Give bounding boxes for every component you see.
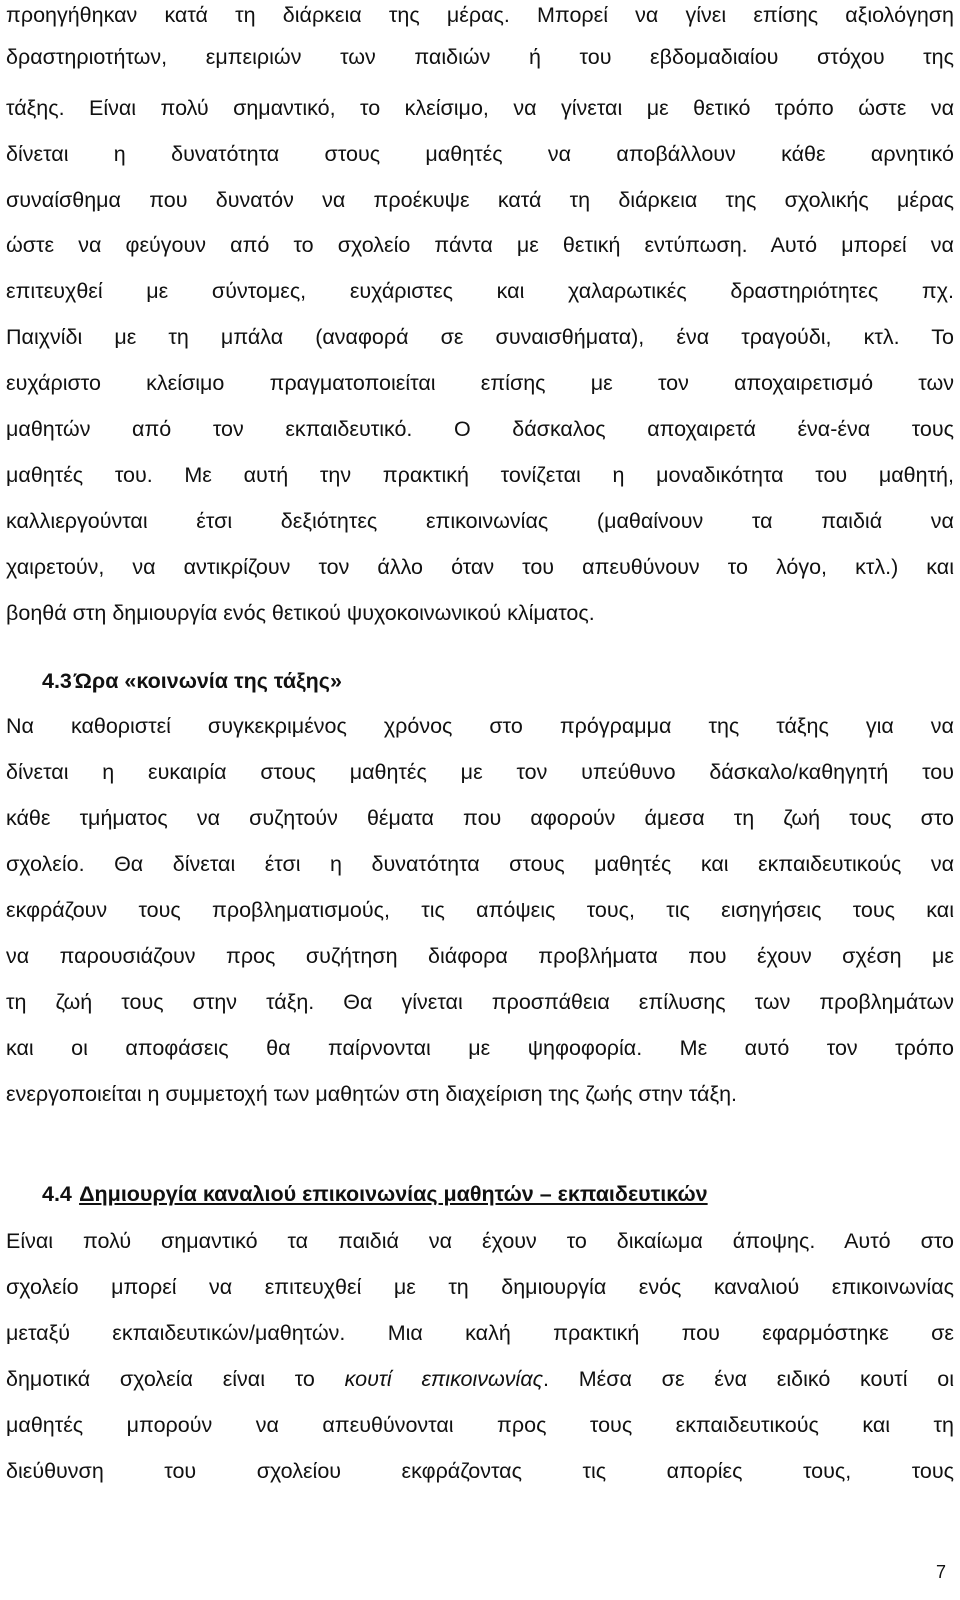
section-title: Ώρα «κοινωνία της τάξης» — [73, 669, 342, 693]
text-line — [6, 1366, 954, 1392]
page-number: 7 — [935, 1562, 946, 1582]
text-span: δημοτικά σχολεία είναι το — [6, 1367, 345, 1391]
text-line: μαθητές μπορούν να απευθύνονται προς τους εκπαιδευτικούς και τη — [6, 1413, 954, 1437]
text-line: προηγήθηκαν κατά τη διάρκεια της μέρας. Μπορεί να γίνει επίσης αξιολόγηση — [6, 3, 954, 27]
text-line: σχολείο μπορεί να επιτευχθεί με τη δημιουργία ενός καναλιού επικοινωνίας — [6, 1275, 954, 1299]
text-line: δίνεται η ευκαιρία στους μαθητές με τον υπεύθυνο δάσκαλο/καθηγητή του — [6, 760, 954, 784]
text-line: εκφράζουν τους προβληματισμούς, τις απόψεις τους, τις εισηγήσεις τους και — [6, 898, 954, 922]
text-line: χαιρετούν, να αντικρίζουν τον άλλο όταν του απευθύνουν το λόγο, κτλ.) και — [6, 555, 954, 579]
text-line: επιτευχθεί με σύντομες, ευχάριστες και χαλαρωτικές δραστηριότητες πχ. — [6, 279, 954, 303]
text-line: καλλιεργούνται έτσι δεξιότητες επικοινωνίας (μαθαίνουν τα παιδιά να — [6, 509, 954, 533]
text-line: μαθητών από τον εκπαιδευτικό. Ο δάσκαλος αποχαιρετά ένα-ένα τους — [6, 417, 954, 441]
text-line: να παρουσιάζουν προς συζήτηση διάφορα προβλήματα που έχουν σχέση με — [6, 944, 954, 968]
text-line: κάθε τμήματος να συζητούν θέματα που αφορούν άμεσα τη ζωή τους στο — [6, 806, 954, 830]
text-line: Παιχνίδι με τη μπάλα (αναφορά σε συναισθήματα), ένα τραγούδι, κτλ. Το — [6, 325, 954, 349]
text-line: βοηθά στη δημιουργία ενός θετικού ψυχοκοινωνικού κλίματος. — [6, 601, 595, 625]
text-line: συναίσθημα που δυνατόν να προέκυψε κατά τη διάρκεια της σχολικής μέρας — [6, 188, 954, 212]
text-line: ώστε να φεύγουν από το σχολείο πάντα με θετική εντύπωση. Αυτό μπορεί να — [6, 233, 954, 257]
text-line: ευχάριστο κλείσιμο πραγματοποιείται επίσης με τον αποχαιρετισμό των — [6, 371, 954, 395]
text-line: διεύθυνση του σχολείου εκφράζοντας τις απορίες τους, τους — [6, 1459, 954, 1483]
text-line: σχολείο. Θα δίνεται έτσι η δυνατότητα στους μαθητές και εκπαιδευτικούς να — [6, 852, 954, 876]
text-line: μεταξύ εκπαιδευτικών/μαθητών. Μια καλή πρακτική που εφαρμόστηκε σε — [6, 1321, 954, 1345]
text-line: Να καθοριστεί συγκεκριμένος χρόνος στο πρόγραμμα της τάξης για να — [6, 714, 954, 738]
italic-term: κουτί επικοινωνίας — [344, 1367, 544, 1391]
text-line: μαθητές του. Με αυτή την πρακτική τονίζεται η μοναδικότητα του μαθητή, — [6, 463, 954, 487]
section-heading-4-3 — [42, 668, 342, 694]
text-line: δραστηριοτήτων, εμπειριών των παιδιών ή του εβδομαδιαίου στόχου της — [6, 45, 954, 69]
section-number: 4.4 — [42, 1182, 72, 1206]
text-line: Είναι πολύ σημαντικό τα παιδιά να έχουν το δικαίωμα άποψης. Αυτό στο — [6, 1229, 954, 1253]
section-heading-4-4 — [42, 1181, 708, 1207]
text-line: τη ζωή τους στην τάξη. Θα γίνεται προσπάθεια επίλυσης των προβλημάτων — [6, 990, 954, 1014]
text-span: . Μέσα σε ένα ειδικό κουτί οι — [543, 1367, 954, 1391]
text-line: τάξης. Είναι πολύ σημαντικό, το κλείσιμο, να γίνεται με θετικό τρόπο ώστε να — [6, 96, 954, 120]
text-line: ενεργοποιείται η συμμετοχή των μαθητών στη διαχείριση της ζωής στην τάξη. — [6, 1082, 738, 1106]
section-number: 4.3 — [42, 669, 72, 693]
text-line: και οι αποφάσεις θα παίρνονται με ψηφοφορία. Με αυτό τον τρόπο — [6, 1036, 954, 1060]
text-line: δίνεται η δυνατότητα στους μαθητές να αποβάλλουν κάθε αρνητικό — [6, 142, 954, 166]
section-title: Δημιουργία καναλιού επικοινωνίας μαθητών – εκπαιδευτικών — [79, 1182, 708, 1206]
